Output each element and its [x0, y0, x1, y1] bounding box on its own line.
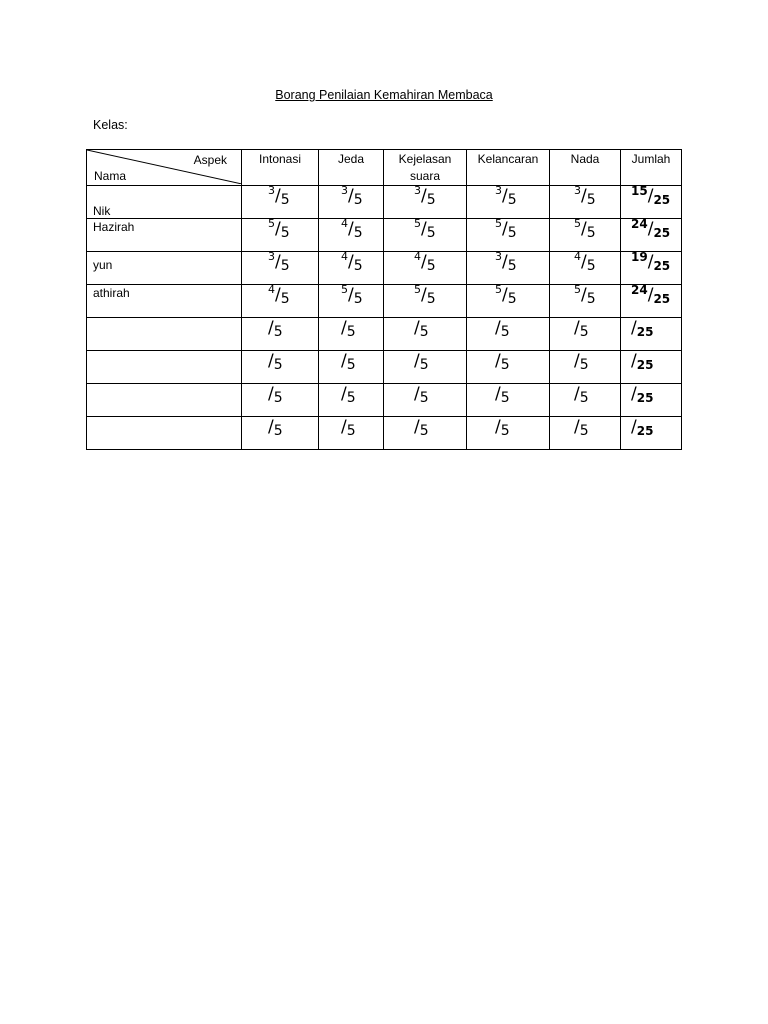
intonasi-score-max: 5 [273, 357, 283, 373]
fraction-slash: / [574, 318, 580, 338]
kejelasan-suara-score-cell [384, 351, 467, 384]
jeda-score-cell [319, 384, 384, 417]
jumlah-total-max: 25 [653, 259, 671, 273]
student-name-cell [87, 318, 242, 351]
col-header-nada: Nada [550, 150, 621, 186]
jeda-score-cell [319, 417, 384, 450]
jumlah-total-fraction [631, 351, 653, 371]
nada-score-max: 5 [579, 390, 589, 406]
student-name [87, 384, 241, 385]
kelancaran-score-max: 5 [507, 225, 517, 241]
table-row [87, 351, 682, 384]
jumlah-total-value: 24 [631, 217, 648, 231]
jumlah-total-max: 25 [636, 424, 654, 438]
fraction-slash: / [414, 384, 420, 404]
fraction-slash: / [348, 219, 354, 239]
nada-score-fraction [574, 384, 589, 404]
intonasi-score-cell [242, 252, 319, 285]
fraction-slash: / [574, 384, 580, 404]
form-title: Borang Penilaian Kemahiran Membaca [275, 88, 493, 102]
table-row [87, 318, 682, 351]
intonasi-score-cell [242, 285, 319, 318]
jumlah-total-fraction [631, 417, 653, 437]
kejelasan-suara-score-value: 5 [414, 283, 421, 296]
table-row [87, 186, 682, 219]
nada-score-max: 5 [586, 258, 596, 274]
jumlah-total-max: 25 [653, 226, 671, 240]
fraction-slash: / [581, 285, 587, 305]
fraction-slash: / [495, 417, 501, 437]
student-name: Nik [93, 204, 111, 218]
kelancaran-score-fraction [495, 285, 517, 305]
jeda-score-cell [319, 219, 384, 252]
jumlah-total-fraction [631, 219, 670, 239]
intonasi-score-fraction [268, 384, 283, 404]
jumlah-total-fraction [631, 318, 653, 338]
kelancaran-score-cell [467, 384, 550, 417]
nada-score-cell [550, 219, 621, 252]
fraction-slash: / [631, 318, 637, 338]
jumlah-total-cell [621, 351, 682, 384]
kelancaran-score-value: 3 [495, 184, 502, 197]
jumlah-total-fraction [631, 252, 670, 272]
student-name-cell [87, 351, 242, 384]
fraction-slash: / [502, 186, 508, 206]
col-header-jumlah: Jumlah [621, 150, 682, 186]
fraction-slash: / [647, 285, 654, 305]
jumlah-total-max: 25 [653, 193, 671, 207]
intonasi-score-cell [242, 186, 319, 219]
kelancaran-score-cell [467, 186, 550, 219]
jumlah-total-max: 25 [653, 292, 671, 306]
nada-score-value: 5 [574, 217, 581, 230]
jeda-score-fraction [341, 384, 356, 404]
fraction-slash: / [574, 351, 580, 371]
nada-score-fraction [574, 219, 596, 239]
kelancaran-score-value: 5 [495, 283, 502, 296]
kelancaran-score-cell [467, 285, 550, 318]
fraction-slash: / [495, 318, 501, 338]
student-name-cell [87, 384, 242, 417]
fraction-slash: / [268, 318, 274, 338]
fraction-slash: / [275, 186, 281, 206]
jeda-score-cell [319, 186, 384, 219]
intonasi-score-max: 5 [280, 225, 290, 241]
kelancaran-score-cell [467, 351, 550, 384]
kelancaran-score-value: 3 [495, 250, 502, 263]
jeda-score-fraction [341, 252, 363, 272]
fraction-slash: / [647, 186, 654, 206]
jeda-score-max: 5 [346, 357, 356, 373]
col-header-jeda: Jeda [319, 150, 384, 186]
student-name [87, 318, 241, 319]
fraction-slash: / [631, 417, 637, 437]
jumlah-total-fraction [631, 285, 670, 305]
jumlah-total-cell [621, 285, 682, 318]
intonasi-score-fraction [268, 318, 283, 338]
kelancaran-score-fraction [495, 252, 517, 272]
nama-label: Nama [94, 169, 127, 183]
fraction-slash: / [268, 417, 274, 437]
kejelasan-suara-score-fraction [414, 351, 429, 371]
fraction-slash: / [421, 186, 427, 206]
kejelasan-suara-score-cell [384, 384, 467, 417]
kelancaran-score-cell [467, 318, 550, 351]
fraction-slash: / [275, 219, 281, 239]
intonasi-score-cell [242, 384, 319, 417]
fraction-slash: / [647, 252, 654, 272]
kelancaran-score-max: 5 [500, 357, 510, 373]
nada-score-fraction [574, 351, 589, 371]
table-row [87, 384, 682, 417]
header-row [87, 150, 682, 186]
fraction-slash: / [348, 186, 354, 206]
kejelasan-suara-score-max: 5 [426, 225, 436, 241]
jumlah-total-cell [621, 318, 682, 351]
jeda-score-fraction [341, 318, 356, 338]
jeda-score-max: 5 [353, 258, 363, 274]
kejelasan-suara-score-fraction [414, 285, 436, 305]
jumlah-total-fraction [631, 186, 670, 206]
kelancaran-score-max: 5 [500, 423, 510, 439]
nada-score-fraction [574, 186, 596, 206]
intonasi-score-fraction [268, 186, 290, 206]
kejelasan-suara-score-cell [384, 186, 467, 219]
nada-score-max: 5 [579, 324, 589, 340]
jumlah-total-value: 15 [631, 184, 648, 198]
fraction-slash: / [502, 285, 508, 305]
fraction-slash: / [502, 219, 508, 239]
intonasi-score-fraction [268, 252, 290, 272]
kejelasan-suara-score-max: 5 [426, 258, 436, 274]
jeda-score-max: 5 [346, 324, 356, 340]
fraction-slash: / [341, 351, 347, 371]
student-name [87, 351, 241, 352]
jeda-score-max: 5 [346, 423, 356, 439]
kejelasan-suara-score-cell [384, 219, 467, 252]
fraction-slash: / [268, 351, 274, 371]
intonasi-score-cell [242, 417, 319, 450]
kejelasan-suara-score-cell [384, 318, 467, 351]
jumlah-total-max: 25 [636, 358, 654, 372]
jumlah-total-value: 24 [631, 283, 648, 297]
fraction-slash: / [647, 219, 654, 239]
jeda-score-cell [319, 318, 384, 351]
kejelasan-suara-score-cell [384, 252, 467, 285]
intonasi-score-max: 5 [273, 390, 283, 406]
fraction-slash: / [421, 252, 427, 272]
kejelasan-suara-score-value: 4 [414, 250, 421, 263]
intonasi-score-fraction [268, 417, 283, 437]
table-row [87, 252, 682, 285]
kejelasan-suara-score-value: 3 [414, 184, 421, 197]
jeda-score-fraction [341, 219, 363, 239]
kelancaran-score-max: 5 [500, 390, 510, 406]
col-header-kejelasan-suara: Kejelasan suara [384, 150, 467, 186]
kejelasan-suara-score-cell [384, 417, 467, 450]
jeda-score-cell [319, 351, 384, 384]
fraction-slash: / [341, 384, 347, 404]
nada-score-cell [550, 351, 621, 384]
fraction-slash: / [348, 285, 354, 305]
fraction-slash: / [581, 219, 587, 239]
nada-score-cell [550, 252, 621, 285]
kelancaran-score-cell [467, 252, 550, 285]
col-header-intonasi: Intonasi [242, 150, 319, 186]
jeda-score-max: 5 [353, 291, 363, 307]
kelancaran-score-max: 5 [507, 258, 517, 274]
intonasi-score-value: 5 [268, 217, 275, 230]
nada-score-max: 5 [579, 423, 589, 439]
nada-score-max: 5 [586, 192, 596, 208]
kejelasan-suara-score-cell [384, 285, 467, 318]
intonasi-score-fraction [268, 351, 283, 371]
kelancaran-score-fraction [495, 351, 510, 371]
nada-score-cell [550, 417, 621, 450]
nada-score-cell [550, 384, 621, 417]
kelancaran-score-value: 5 [495, 217, 502, 230]
kejelasan-suara-score-fraction [414, 219, 436, 239]
nada-score-cell [550, 186, 621, 219]
fraction-slash: / [581, 252, 587, 272]
intonasi-score-value: 3 [268, 184, 275, 197]
jumlah-total-cell [621, 384, 682, 417]
kejelasan-suara-score-fraction [414, 252, 436, 272]
intonasi-score-max: 5 [280, 192, 290, 208]
kelancaran-score-max: 5 [500, 324, 510, 340]
jeda-score-cell [319, 285, 384, 318]
kejelasan-suara-score-max: 5 [419, 357, 429, 373]
jeda-score-fraction [341, 351, 356, 371]
kelancaran-score-cell [467, 219, 550, 252]
intonasi-score-value: 3 [268, 250, 275, 263]
nada-score-cell [550, 285, 621, 318]
jumlah-total-value: 19 [631, 250, 648, 264]
intonasi-score-max: 5 [280, 258, 290, 274]
table-row [87, 417, 682, 450]
jumlah-total-cell [621, 219, 682, 252]
fraction-slash: / [631, 351, 637, 371]
intonasi-score-cell [242, 318, 319, 351]
jumlah-total-cell [621, 417, 682, 450]
jeda-score-max: 5 [353, 192, 363, 208]
fraction-slash: / [495, 351, 501, 371]
table-row [87, 219, 682, 252]
intonasi-score-cell [242, 219, 319, 252]
fraction-slash: / [268, 384, 274, 404]
kejelasan-suara-score-fraction [414, 186, 436, 206]
jeda-score-fraction [341, 186, 363, 206]
fraction-slash: / [421, 219, 427, 239]
nada-score-fraction [574, 252, 596, 272]
fraction-slash: / [341, 318, 347, 338]
jumlah-total-max: 25 [636, 391, 654, 405]
fraction-slash: / [348, 252, 354, 272]
intonasi-score-fraction [268, 285, 290, 305]
student-name-cell [87, 219, 242, 252]
kejelasan-suara-score-value: 5 [414, 217, 421, 230]
intonasi-score-cell [242, 351, 319, 384]
nada-score-cell [550, 318, 621, 351]
jeda-score-fraction [341, 285, 363, 305]
nada-score-value: 3 [574, 184, 581, 197]
fraction-slash: / [414, 417, 420, 437]
fraction-slash: / [421, 285, 427, 305]
fraction-slash: / [581, 186, 587, 206]
col-header-kelancaran: Kelancaran [467, 150, 550, 186]
assessment-table [86, 149, 682, 450]
kelancaran-score-max: 5 [507, 291, 517, 307]
intonasi-score-max: 5 [280, 291, 290, 307]
fraction-slash: / [341, 417, 347, 437]
nada-score-fraction [574, 318, 589, 338]
fraction-slash: / [574, 417, 580, 437]
intonasi-score-fraction [268, 219, 290, 239]
kejelasan-suara-score-fraction [414, 417, 429, 437]
student-name-cell [87, 186, 242, 219]
jeda-score-max: 5 [346, 390, 356, 406]
kejelasan-suara-score-fraction [414, 384, 429, 404]
fraction-slash: / [495, 384, 501, 404]
student-name: yun [93, 258, 113, 272]
aspek-nama-header-cell [87, 150, 242, 186]
kejelasan-suara-score-max: 5 [419, 423, 429, 439]
kelancaran-score-fraction [495, 417, 510, 437]
kelancaran-score-fraction [495, 318, 510, 338]
intonasi-score-value: 4 [268, 283, 275, 296]
jeda-score-value: 5 [341, 283, 348, 296]
student-name: Hazirah [93, 220, 135, 234]
fraction-slash: / [414, 351, 420, 371]
fraction-slash: / [414, 318, 420, 338]
student-name-cell [87, 417, 242, 450]
jumlah-total-cell [621, 186, 682, 219]
kejelasan-suara-score-max: 5 [419, 390, 429, 406]
kelancaran-score-max: 5 [507, 192, 517, 208]
jumlah-total-max: 25 [636, 325, 654, 339]
fraction-slash: / [502, 252, 508, 272]
kelancaran-score-cell [467, 417, 550, 450]
jumlah-total-fraction [631, 384, 653, 404]
student-name-cell [87, 252, 242, 285]
aspek-label: Aspek [193, 153, 227, 167]
jeda-score-fraction [341, 417, 356, 437]
jeda-score-max: 5 [353, 225, 363, 241]
nada-score-value: 4 [574, 250, 581, 263]
kejelasan-suara-score-max: 5 [426, 291, 436, 307]
fraction-slash: / [631, 384, 637, 404]
nada-score-max: 5 [586, 225, 596, 241]
jeda-score-value: 3 [341, 184, 348, 197]
nada-score-value: 5 [574, 283, 581, 296]
jeda-score-value: 4 [341, 217, 348, 230]
nada-score-fraction [574, 417, 589, 437]
kejelasan-suara-score-max: 5 [426, 192, 436, 208]
kelancaran-score-fraction [495, 186, 517, 206]
jeda-score-value: 4 [341, 250, 348, 263]
nada-score-max: 5 [579, 357, 589, 373]
kelas-label: Kelas: [93, 118, 128, 132]
intonasi-score-max: 5 [273, 324, 283, 340]
fraction-slash: / [275, 252, 281, 272]
kejelasan-suara-score-max: 5 [419, 324, 429, 340]
kejelasan-suara-score-fraction [414, 318, 429, 338]
table-row [87, 285, 682, 318]
kelancaran-score-fraction [495, 219, 517, 239]
student-name [87, 417, 241, 418]
nada-score-max: 5 [586, 291, 596, 307]
nada-score-fraction [574, 285, 596, 305]
intonasi-score-max: 5 [273, 423, 283, 439]
jumlah-total-cell [621, 252, 682, 285]
fraction-slash: / [275, 285, 281, 305]
jeda-score-cell [319, 252, 384, 285]
student-name-cell [87, 285, 242, 318]
kelancaran-score-fraction [495, 384, 510, 404]
student-name: athirah [93, 286, 130, 300]
